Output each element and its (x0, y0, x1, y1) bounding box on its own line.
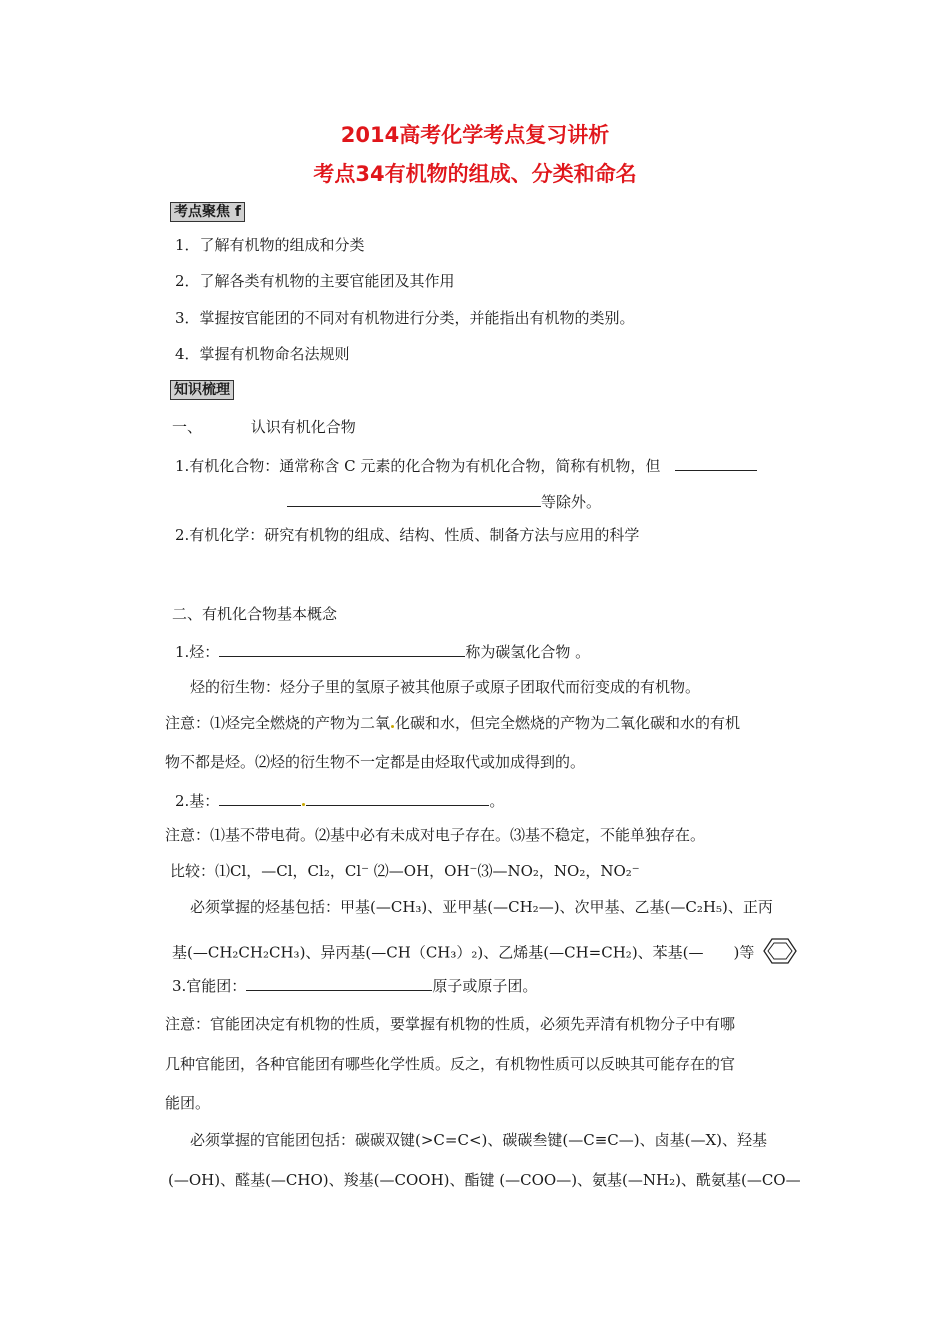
organic-chemistry-def: 2.有机化学：研究有机物的组成、结构、性质、制备方法与应用的科学 (175, 526, 640, 544)
organic-compound-def (175, 454, 757, 476)
derivative-def: 烃的衍生物：烃分子里的氢原子被其他原子或原子团取代而衍变成的有机物。 (190, 678, 701, 696)
note3-line3: 能团。 (165, 1094, 211, 1112)
answer-blank[interactable] (675, 454, 757, 471)
note1-part-b: 化碳和水，但完全燃烧的产物为二氧化碳和水的有机 (395, 714, 741, 732)
functional-group-tail: 原子或原子团。 (432, 977, 538, 995)
radicals-text: 基(—CH₂CH₂CH₃)、异丙基(—CH（CH₃）₂)、乙烯基(—CH=CH₂)、苯基(— )等 (172, 943, 755, 962)
functional-groups-line1: 必须掌握的官能团包括：碳碳双键(>C=C<)、碳碳叁键(—C≡C—)、卤基(—X)、羟基 (190, 1131, 767, 1149)
organic-compound-exclusion: 等除外。 (541, 493, 602, 511)
functional-group-label: 3.官能团： (172, 977, 247, 995)
group-def (175, 789, 504, 811)
radicals-line2 (172, 937, 797, 970)
note3-line2: 几种官能团，各种官能团有哪些化学性质。反之，有机物性质可以反映其可能存在的官 (165, 1055, 736, 1073)
compare-line: 比较：⑴Cl，—Cl，Cl₂，Cl⁻ ⑵—OH，OH⁻⑶—NO₂，NO₂，NO₂⁻ (170, 862, 640, 880)
part1-heading (172, 417, 356, 437)
focus-item-4: 4．掌握有机物命名法规则 (175, 345, 350, 363)
part2-heading: 二、有机化合物基本概念 (172, 605, 338, 623)
radicals-line1: 必须掌握的烃基包括：甲基(—CH₃)、亚甲基(—CH₂—)、次甲基、乙基(—C₂H₅)、正丙 (190, 898, 773, 916)
hydrocarbon-tail: 称为碳氢化合物 。 (465, 643, 591, 661)
focus-item-1: 1．了解有机物的组成和分类 (175, 236, 365, 254)
group-label: 2.基： (175, 792, 220, 810)
group-tail: 。 (489, 792, 505, 810)
benzene-ring-icon (763, 937, 797, 970)
answer-blank[interactable] (246, 974, 432, 991)
hydrocarbon-def (175, 640, 590, 662)
hydrocarbon-label: 1.烃： (175, 643, 220, 661)
answer-blank[interactable] (219, 789, 301, 806)
knowledge-heading: 知识梳理 (170, 380, 234, 400)
doc-title-line2: 考点34有机物的组成、分类和命名 (313, 162, 637, 186)
note1-line2: 物不都是烃。⑵烃的衍生物不一定都是由烃取代或加成得到的。 (165, 753, 586, 771)
note1-line1 (165, 713, 740, 733)
organic-compound-cont (287, 490, 601, 512)
answer-blank[interactable] (219, 640, 465, 657)
functional-groups-line2: (—OH)、醛基(—CHO)、羧基(—COOH)、酯键 (—COO—)、氨基(—NH₂)、酰氨基(—CO— (168, 1171, 801, 1189)
answer-blank[interactable] (306, 789, 489, 806)
part1-title: 认识有机化合物 (250, 418, 356, 436)
functional-group-def (172, 974, 537, 996)
doc-title-line1: 2014高考化学考点复习讲析 (340, 123, 610, 147)
focus-item-3: 3．掌握按官能团的不同对有机物进行分类，并能指出有机物的类别。 (175, 309, 635, 327)
stray-dot (391, 725, 394, 728)
organic-compound-text: 1.有机化合物：通常称含 C 元素的化合物为有机化合物，简称有机物，但 (175, 457, 661, 475)
focus-heading: 考点聚焦 f (170, 202, 245, 222)
note3-line1: 注意：官能团决定有机物的性质，要掌握有机物的性质，必须先弄清有机物分子中有哪 (165, 1015, 736, 1033)
part1-label: 一、 (172, 418, 203, 436)
focus-item-2: 2．了解各类有机物的主要官能团及其作用 (175, 272, 455, 290)
stray-dot (302, 803, 305, 806)
note2: 注意：⑴基不带电荷。⑵基中必有未成对电子存在。⑶基不稳定，不能单独存在。 (165, 826, 706, 844)
note1-part-a: 注意：⑴烃完全燃烧的产物为二氧 (165, 714, 391, 732)
answer-blank[interactable] (287, 490, 541, 507)
